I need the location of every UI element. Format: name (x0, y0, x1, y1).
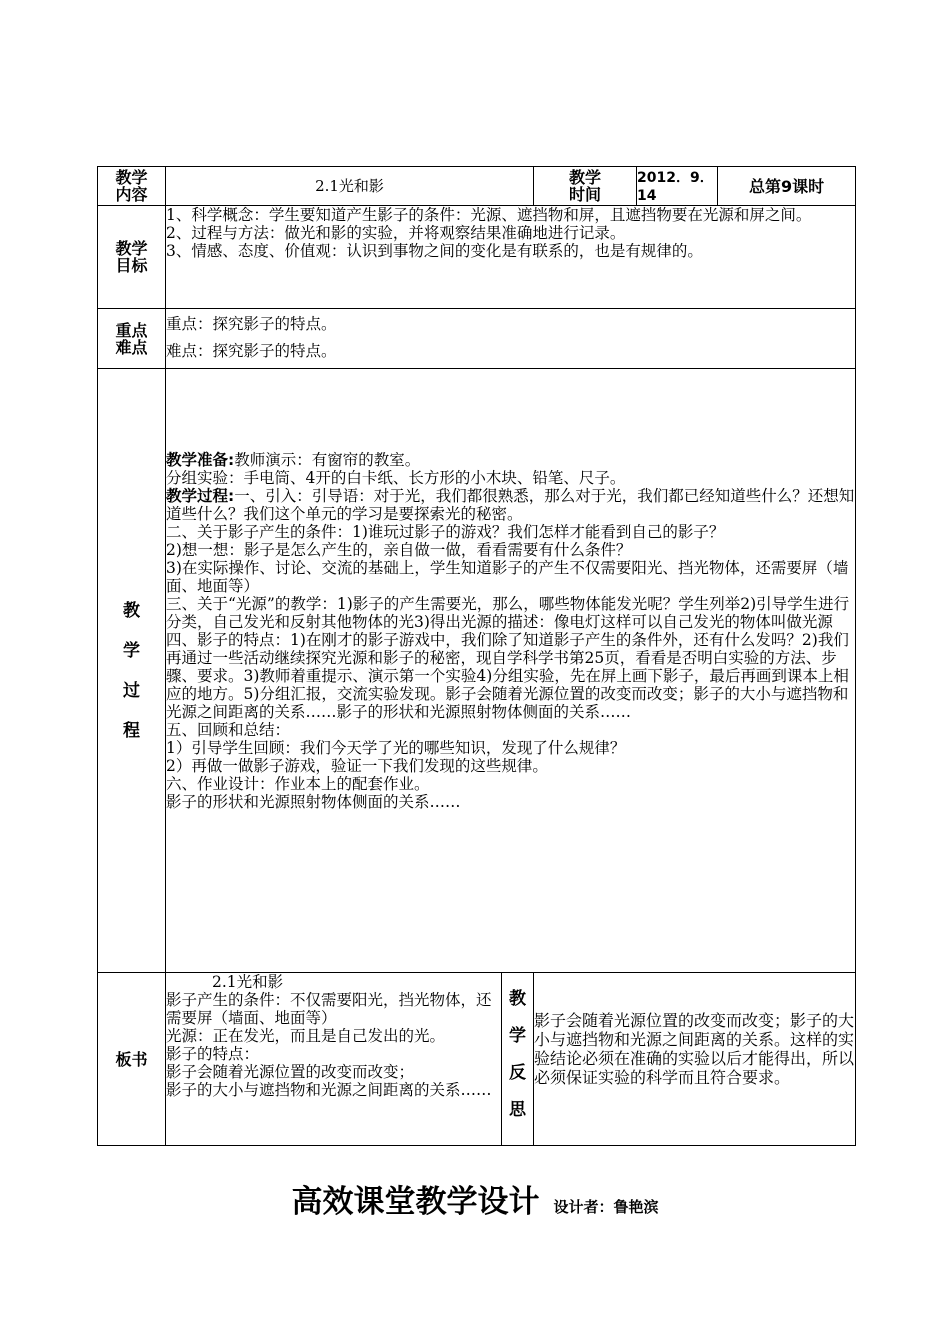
lesson-date: 2012．9．14 (637, 167, 718, 206)
board-line: 影子的特点： (166, 1045, 260, 1063)
prep-line: 教学准备:教师演示：有窗帘的教室。 (166, 451, 421, 469)
key-points-content (166, 309, 856, 369)
key-points-row (98, 309, 856, 369)
header-row (98, 167, 856, 206)
lesson-title: 2.1光和影 (166, 167, 534, 206)
board-line: 影子产生的条件：不仅需要阳光，挡光物体，还需要屏（墙面、地面等） (166, 991, 492, 1027)
objectives-row (98, 206, 856, 309)
process-line: 2)想一想：影子是怎么产生的，亲自做一做，看看需要有什么条件？ (166, 541, 632, 559)
process-line: 影子的形状和光源照射物体侧面的关系…… (166, 793, 461, 811)
board-title: 2.1光和影 (212, 973, 284, 991)
process-line: 二、关于影子产生的条件：1)谁玩过影子的游戏？我们怎样才能看到自己的影子？ (166, 523, 725, 541)
objectives-content (166, 206, 856, 309)
content-label: 教学内容 (98, 167, 166, 206)
footer-title: 高效课堂教学设计 (291, 1184, 540, 1220)
process-line: 1）引导学生回顾：我们今天学了光的哪些知识，发现了什么规律？ (166, 739, 626, 757)
reflection-content: 影子会随着光源位置的改变而改变；影子的大小与遮挡物和光源之间距离的关系。这样的实验结论必须在准确的实验以后才能得出，所以必须保证实验的科学而且符合要求。 (534, 973, 856, 1146)
time-label: 教学时间 (534, 167, 637, 206)
process-line: 2）再做一做影子游戏，验证一下我们发现的这些规律。 (166, 757, 548, 775)
focus-text: 重点：探究影子的特点。 (166, 315, 337, 333)
reflection-label: 教 学 反 思 (502, 973, 534, 1146)
objective-2: 2、过程与方法：做光和影的实验，并将观察结果准确地进行记录。 (166, 224, 626, 242)
process-content (166, 369, 856, 973)
objectives-label: 教学目标 (98, 206, 166, 309)
process-row (98, 369, 856, 973)
objective-1: 1、科学概念：学生要知道产生影子的条件：光源、遮挡物和屏，且遮挡物要在光源和屏之间。 (166, 206, 812, 224)
board-line: 光源：正在发光，而且是自己发出的光。 (166, 1027, 446, 1045)
process-line: 五、回顾和总结： (166, 721, 291, 739)
board-content (166, 973, 502, 1146)
process-line: 六、作业设计：作业本上的配套作业。 (166, 775, 430, 793)
process-intro: 教学过程:一、引入：引导语：对于光，我们都很熟悉，那么对于光，我们都已经知道些什么？还想知道些什么？我们这个单元的学习是要探索光的秘密。 (166, 487, 855, 523)
period-count: 总第9课时 (718, 167, 856, 206)
group-experiment: 分组实验：手电筒、4开的白卡纸、长方形的小木块、铅笔、尺子。 (166, 469, 626, 487)
board-label: 板书 (98, 973, 166, 1146)
designer: 设计者：鲁艳滨 (553, 1198, 659, 1216)
lesson-plan-table (97, 166, 856, 1146)
process-line: 3)在实际操作、讨论、交流的基础上，学生知道影子的产生不仅需要阳光、挡光物体，还需要屏（墙面、地面等） (166, 559, 849, 595)
board-line: 影子的大小与遮挡物和光源之间距离的关系…… (166, 1081, 492, 1099)
board-row (98, 973, 856, 1146)
footer (0, 1176, 950, 1221)
objective-3: 3、情感、态度、价值观：认识到事物之间的变化是有联系的，也是有规律的。 (166, 242, 703, 260)
process-line: 三、关于“光源”的教学：1)影子的产生需要光，那么，哪些物体能发光呢？学生列举2)引导学生进行分类，自己发光和反射其他物体的光3)得出光源的描述：像电灯这样可以自己发光的物体叫做光源 (166, 595, 850, 631)
key-points-label: 重点难点 (98, 309, 166, 369)
difficulty-text: 难点：探究影子的特点。 (166, 342, 337, 360)
process-line: 四、影子的特点：1)在刚才的影子游戏中，我们除了知道影子产生的条件外，还有什么发吗？2)我们再通过一些活动继续探究光源和影子的秘密，现自学科学书第25页，看看是否明白实验的方法、步骤、要求。3)教师着重提示、演示第一个实验4)分组实验，先在屏上画下影子，最后再画到课本上相应的地方。5)分组汇报，交流实验发现。影子会随着光源位置的改变而改变；影子的大小与遮挡物和光源之间距离的关系……影子的形状和光源照射物体侧面的关系…… (166, 631, 849, 721)
process-label: 教 学 过 程 (98, 369, 166, 973)
board-line: 影子会随着光源位置的改变而改变； (166, 1063, 415, 1081)
